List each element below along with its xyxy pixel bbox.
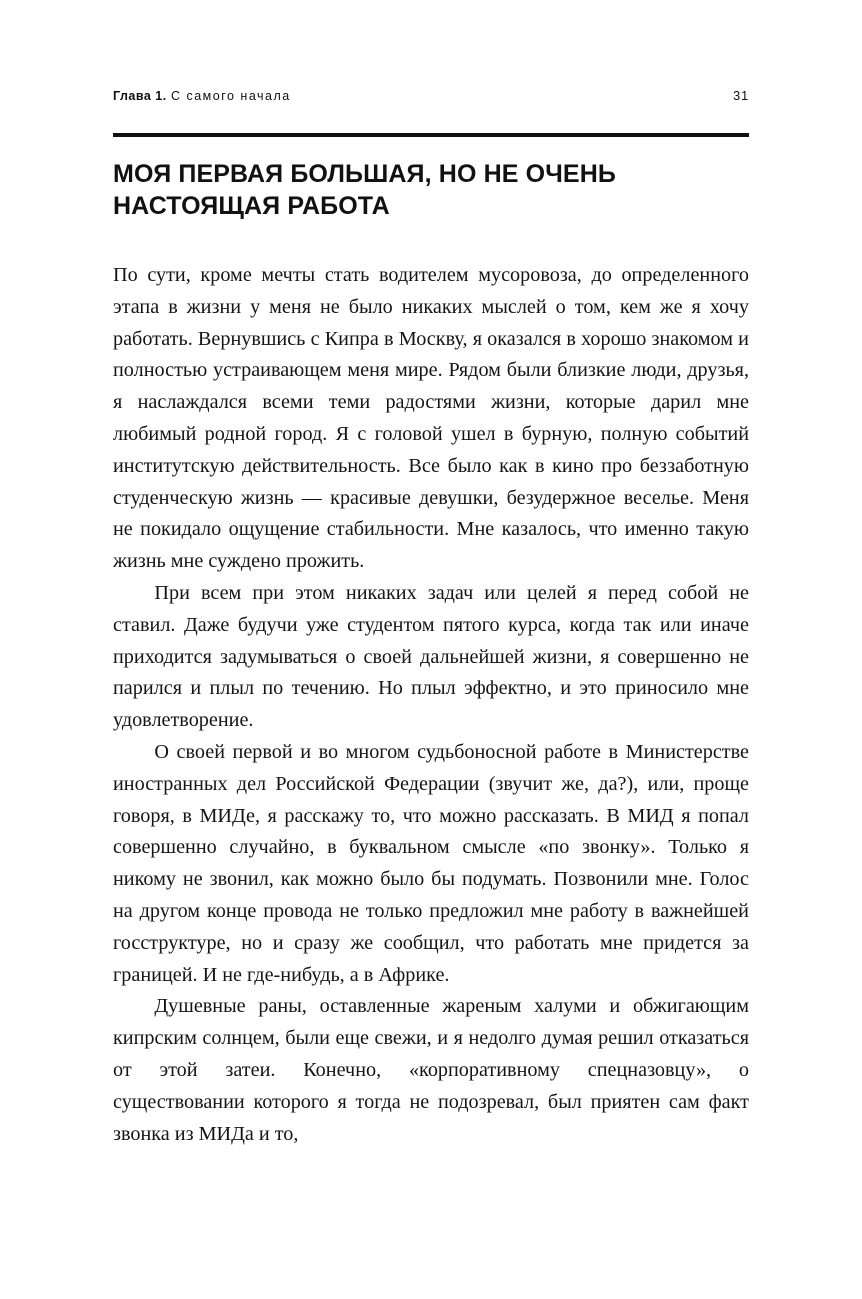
paragraph: О своей первой и во многом судьбоносной работе в Министерстве иностранных дел Российской Федерации (звучит же, да?), или, проще говоря, в МИДе, я расскажу то, что можно рассказать. В МИД я попал совершенно случайно, в буквальном смысле «по звонку». Только я никому не звонил, как можно было бы подумать. Позвонили мне. Голос на другом конце провода не только предложил мне работу в важнейшей госструктуре, но и сразу же сообщил, что работать мне придется за границей. И не где-нибудь, а в Африке.: [113, 740, 749, 986]
paragraph: По сути, кроме мечты стать водителем мусоровоза, до определенного этапа в жизни у меня не было никаких мыслей о том, кем же я хочу работать. Вернувшись с Кипра в Москву, я оказался в хорошо знакомом и полностью устраивающем меня мире. Рядом были близкие люди, друзья, я наслаждался всеми теми радостями жизни, которые дарил мне любимый родной город. Я с головой ушел в бурную, полную событий институтскую действительность. Все было как в кино про беззаботную студенческую жизнь — красивые девушки, безудержное веселье. Меня не покидало ощущение стабильности. Мне казалось, что именно такую жизнь мне суждено прожить.: [113, 264, 749, 573]
paragraph: При всем при этом никаких задач или целей я перед собой не ставил. Даже будучи уже студентом пятого курса, когда так или иначе приходится задумываться о своей дальнейшей жизни, я совершенно не парился и плыл по течению. Но плыл эффектно, и это приносило мне удовлетворение.: [113, 581, 749, 732]
running-head-left: [113, 89, 291, 103]
paragraph: Душевные раны, оставленные жареным халуми и обжигающим кипрским солнцем, были еще свежи, и я недолго думая решил отказаться от этой затеи. Конечно, «корпоративному спецназовцу», о существовании которого я тогда не подозревал, был приятен сам факт звонка из МИДа и то,: [113, 995, 749, 1145]
running-head: [113, 88, 749, 103]
section-heading: МОЯ ПЕРВАЯ БОЛЬШАЯ, НО НЕ ОЧЕНЬ НАСТОЯЩАЯ РАБОТА: [113, 160, 616, 220]
running-head-title: С самого начала: [170, 89, 291, 103]
page-content: [113, 88, 749, 1150]
running-head-chapter: Глава 1.: [113, 89, 167, 103]
body-text: [113, 260, 749, 1150]
heading-rule: [113, 133, 749, 137]
page-number: 31: [733, 88, 749, 103]
